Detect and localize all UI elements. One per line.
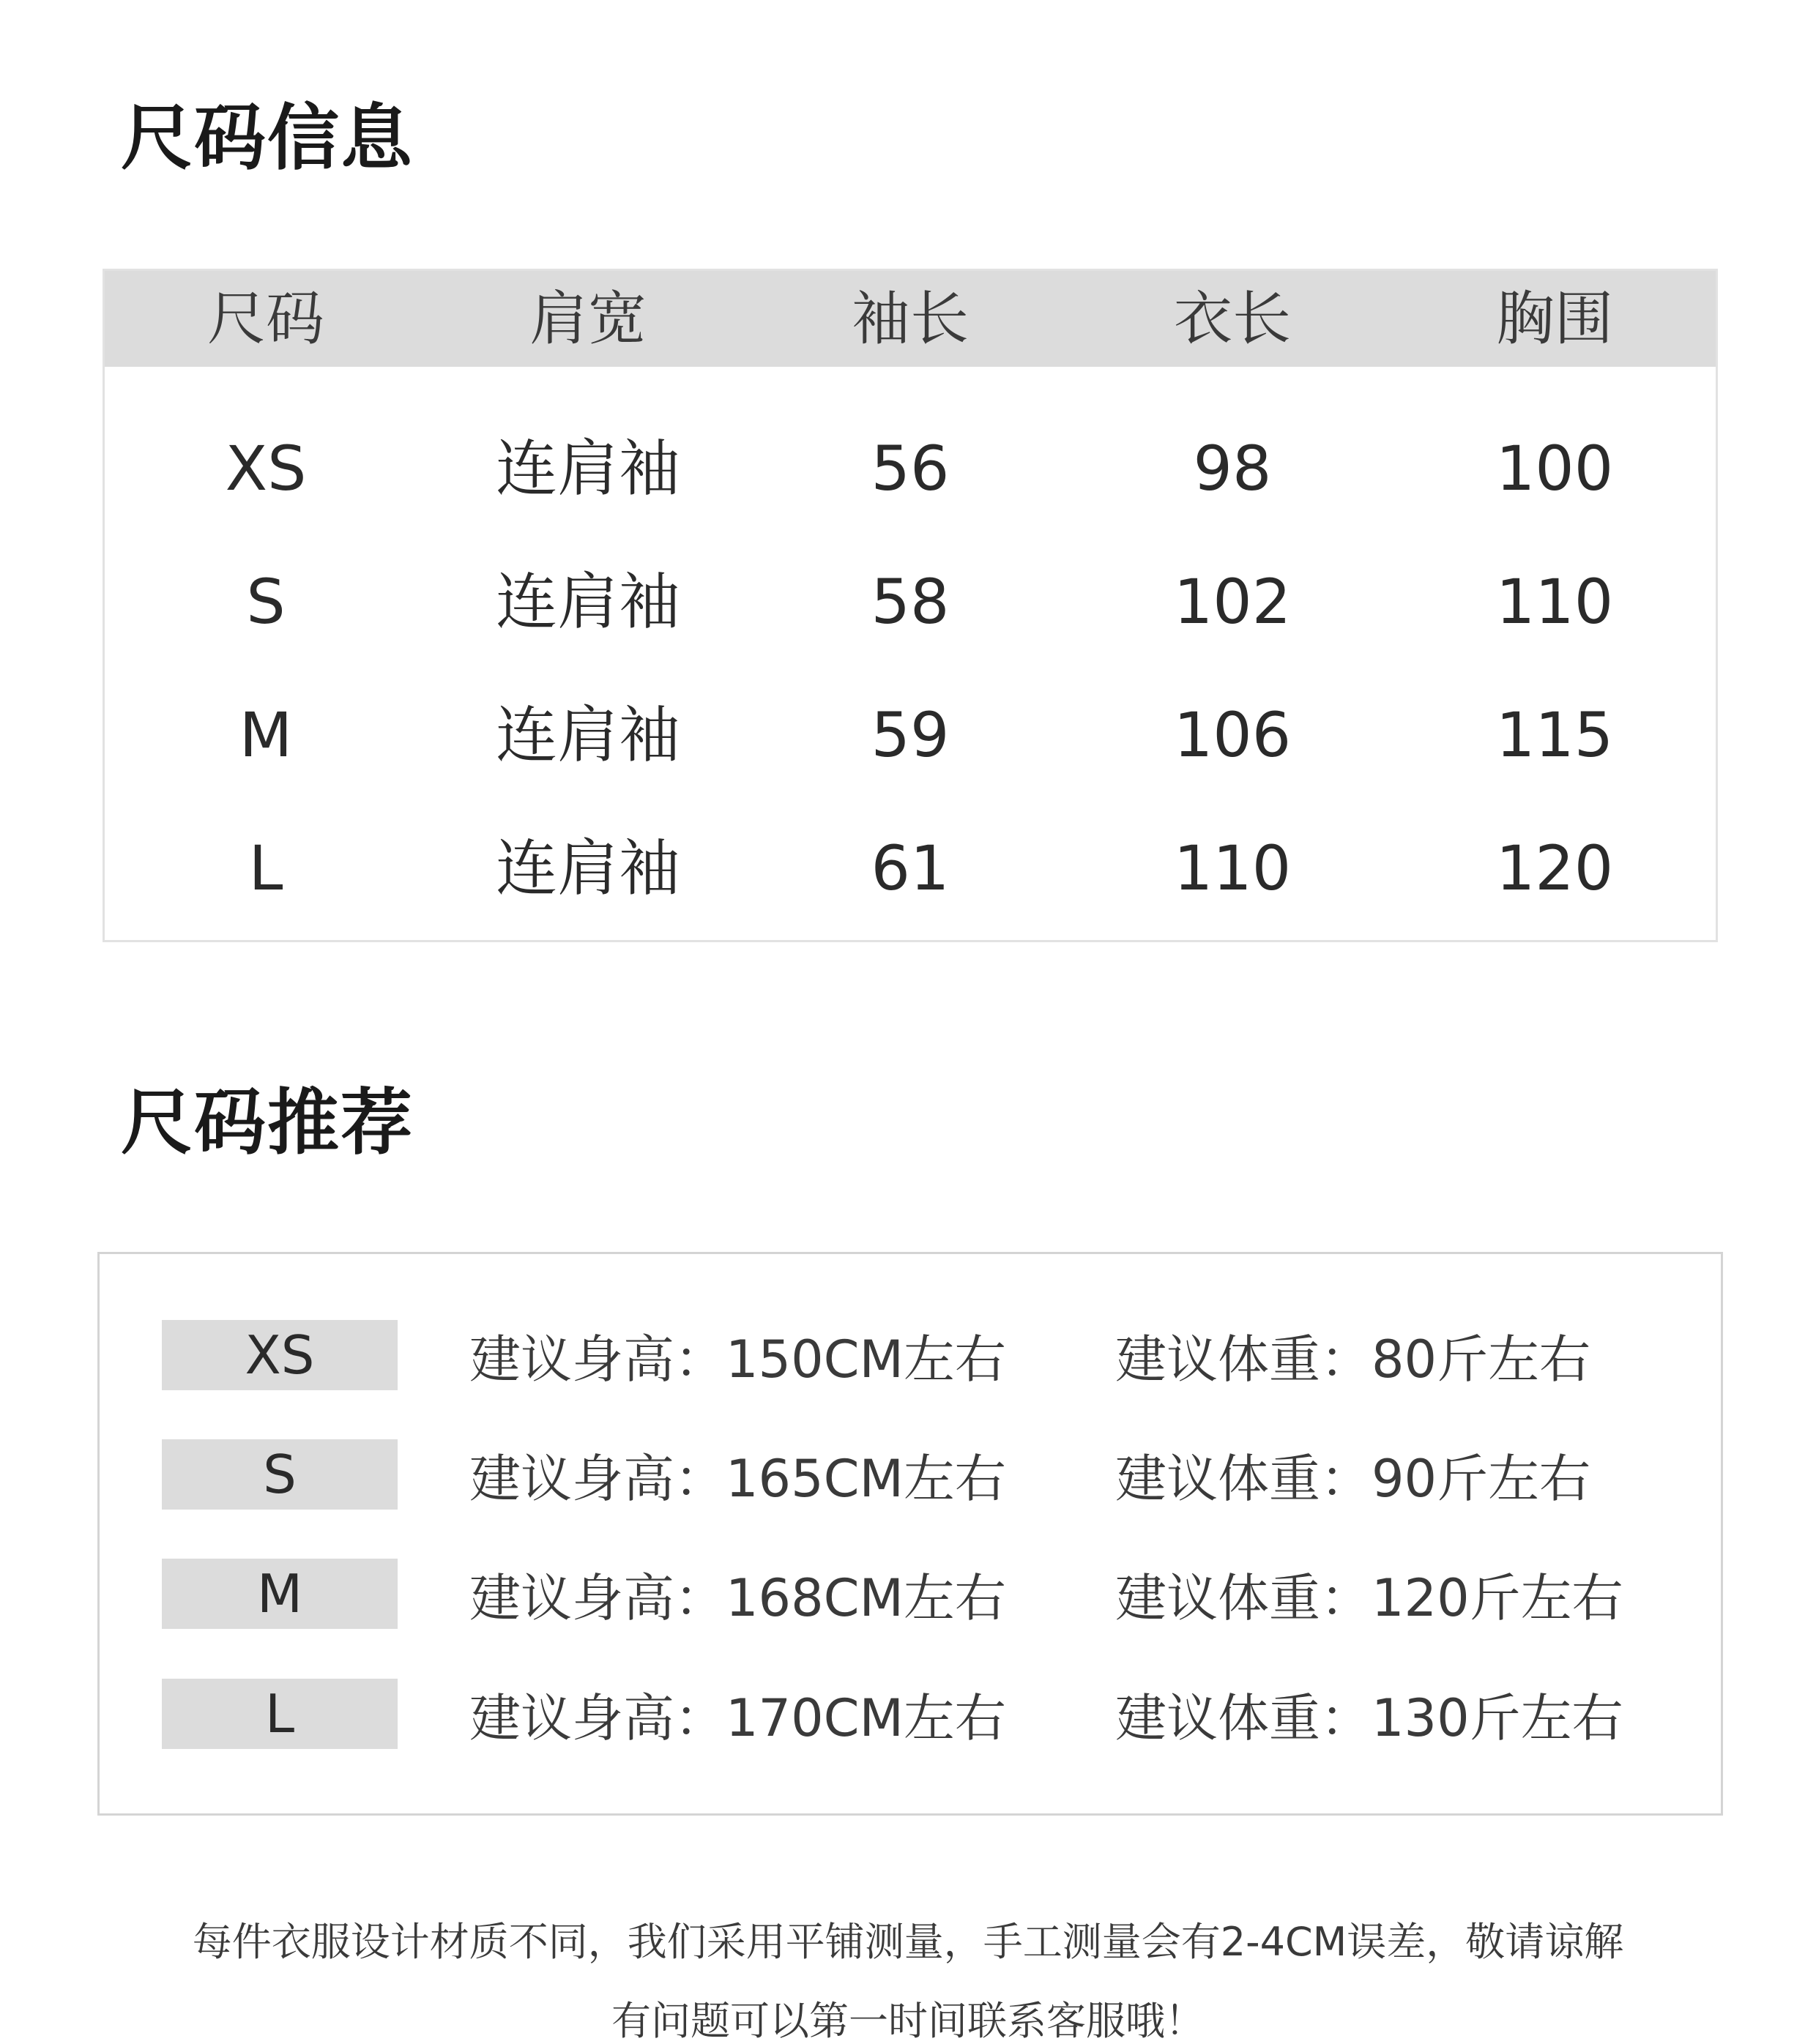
- size-badge: S: [162, 1439, 398, 1510]
- recommendation-row: [162, 1320, 1700, 1390]
- recommended-height: 建议身高：150CM左右: [469, 1329, 1006, 1390]
- recommended-weight: 建议体重：80斤左右: [1115, 1329, 1591, 1390]
- cell-length: 98: [1193, 433, 1272, 504]
- size-info-table: [103, 269, 1718, 942]
- header-size: 尺码: [207, 284, 324, 353]
- cell-length: 102: [1173, 566, 1292, 638]
- cell-size: L: [248, 832, 283, 904]
- header-chest: 胸围: [1496, 284, 1613, 353]
- recommended-height: 建议身高：168CM左右: [469, 1567, 1006, 1628]
- cell-chest: 120: [1495, 832, 1614, 904]
- recommended-height: 建议身高：165CM左右: [469, 1448, 1006, 1509]
- cell-size: XS: [225, 433, 307, 504]
- cell-sleeve: 61: [871, 832, 950, 904]
- cell-chest: 100: [1495, 433, 1614, 504]
- cell-sleeve: 59: [871, 699, 950, 771]
- cell-shoulder: 连肩袖: [495, 699, 680, 771]
- cell-shoulder: 连肩袖: [495, 832, 680, 904]
- size-info-title: 尺码信息: [121, 97, 414, 180]
- header-shoulder: 肩宽: [529, 284, 647, 353]
- cell-sleeve: 58: [871, 566, 950, 638]
- cell-length: 106: [1173, 699, 1292, 771]
- recommended-weight: 建议体重：130斤左右: [1115, 1687, 1623, 1748]
- cell-chest: 115: [1495, 699, 1614, 771]
- header-length: 衣长: [1174, 284, 1291, 353]
- size-badge: XS: [162, 1320, 398, 1390]
- measurement-note: 每件衣服设计材质不同，我们采用平铺测量，手工测量会有2-4CM误差，敬请谅解: [192, 1919, 1624, 1965]
- table-row: [105, 535, 1716, 668]
- table-row: [105, 668, 1716, 802]
- recommendation-row: [162, 1439, 1700, 1510]
- recommended-height: 建议身高：170CM左右: [469, 1687, 1006, 1748]
- recommended-weight: 建议体重：90斤左右: [1115, 1448, 1591, 1509]
- cell-sleeve: 56: [871, 433, 950, 504]
- cell-size: M: [239, 699, 293, 771]
- header-sleeve: 袖长: [852, 284, 969, 353]
- cell-size: S: [246, 566, 286, 638]
- size-recommendation-title: 尺码推荐: [121, 1081, 414, 1165]
- recommended-weight: 建议体重：120斤左右: [1115, 1567, 1623, 1628]
- cell-shoulder: 连肩袖: [495, 433, 680, 504]
- table-row: [105, 802, 1716, 935]
- cell-chest: 110: [1495, 566, 1614, 638]
- recommendation-row: [162, 1559, 1700, 1629]
- table-body: [105, 367, 1716, 935]
- size-recommendation-box: [97, 1252, 1723, 1816]
- recommendation-row: [162, 1679, 1700, 1749]
- size-badge: M: [162, 1559, 398, 1629]
- size-badge: L: [162, 1679, 398, 1749]
- cell-shoulder: 连肩袖: [495, 566, 680, 638]
- contact-note: 有问题可以第一时间联系客服哦！: [611, 1998, 1205, 2044]
- table-row: [105, 402, 1716, 535]
- cell-length: 110: [1173, 832, 1292, 904]
- table-header-row: [105, 271, 1716, 367]
